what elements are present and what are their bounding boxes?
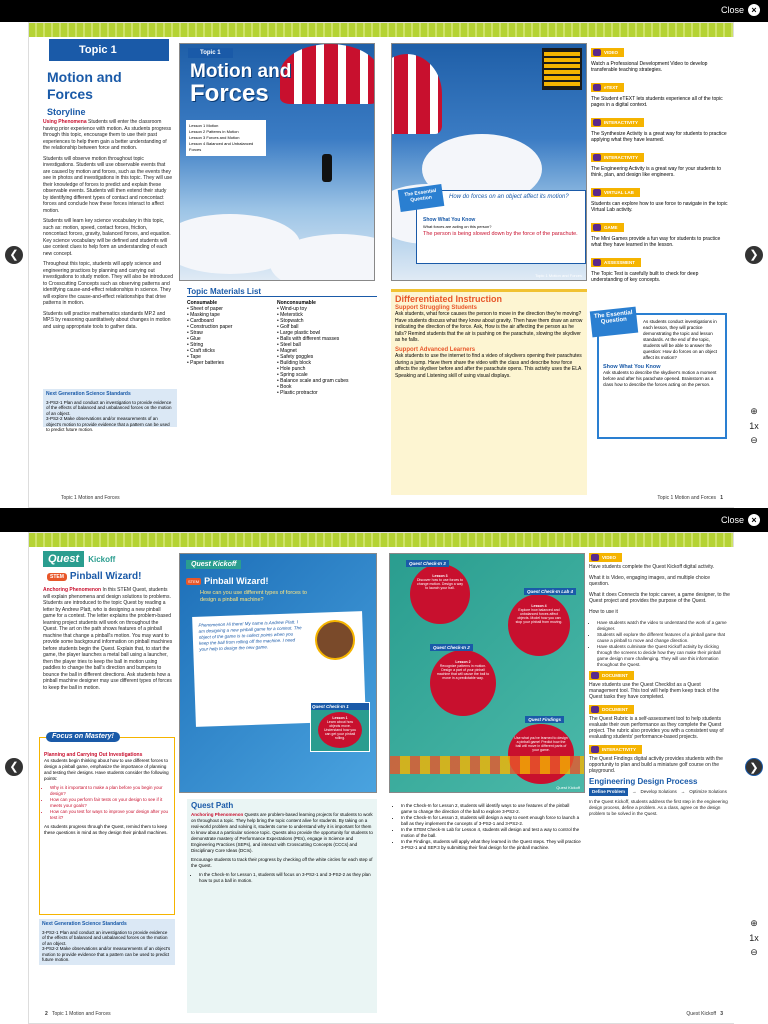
list-item: • Balance scale and gram cubes: [277, 378, 349, 384]
show-what-prompt: What forces are acting on this person?: [423, 224, 492, 229]
essential-label: The Essential Question: [398, 184, 445, 212]
resource-item[interactable]: [591, 113, 731, 143]
lesson-item: Lesson 2 Patterns in Motion: [189, 129, 239, 134]
prev-page-button[interactable]: ❮: [5, 758, 23, 776]
skydiver-image: [322, 154, 332, 182]
list-item: • Why is it important to make a plan before you begin your design?: [50, 785, 170, 797]
list-item: • Wind-up toy: [277, 306, 307, 312]
essential-label: The Essential Question: [590, 307, 638, 338]
show-what-heading: Show What You Know: [423, 217, 476, 223]
resource-text: The Quest Findings digital activity provides students with the opportunity to plan and build a miniature golf course on the playground.: [589, 756, 723, 774]
storyline-text: [43, 119, 173, 334]
resource-label-text: INTERACTIVITY: [602, 746, 637, 752]
nonconsumable-items: [277, 306, 367, 396]
list-item: • How can you test for ways to improve your design after you test it?: [50, 809, 170, 821]
storyline-p2: Students will observe motion throughout topic investigations. Students will use observable events that are caused by motion and forces, such as the events they see in photos and investigations in this topic. They will use their knowledge of forces to predict and explain these observable events. Students will then extend their study by identifying different types of contact and noncontact forces and conclude how these forces interact to affect motion.: [43, 155, 173, 214]
avatar: [314, 619, 355, 660]
resource-icon: [593, 154, 601, 161]
essential-question-box: [403, 187, 586, 264]
focus-bullets: [50, 785, 170, 821]
kickoff-label: Kickoff: [88, 554, 116, 564]
resource-text: The Mini Games provide a fun way for students to practice what they have learned in the lesson.: [591, 236, 721, 248]
viewer-toolbar: [0, 0, 768, 22]
resource-icon: [593, 259, 601, 266]
reader-viewer-top: [0, 0, 768, 508]
zoom-in-icon[interactable]: ⊕: [750, 918, 758, 928]
page-title: Motion and Forces: [47, 69, 122, 102]
lesson-text: Discover how to use forces to change motion. Design a way to launch your ball.: [417, 578, 463, 590]
ngss-box: [43, 389, 177, 432]
quest-book-page: [179, 553, 377, 793]
list-item: • Construction paper: [187, 324, 233, 330]
list-item: • String: [187, 342, 204, 348]
resource-item[interactable]: [589, 671, 731, 700]
zoom-in-icon[interactable]: ⊕: [750, 406, 758, 416]
resource-label: [589, 705, 634, 714]
resource-label-text: VIRTUAL LAB: [604, 190, 634, 195]
list-item: • Book: [277, 384, 292, 390]
book-quest-kickoff: Quest Kickoff: [186, 560, 241, 569]
decorative-strip: [29, 533, 733, 547]
resource-text: The Quest Rubric is a self-assessment tool to help students evaluate their own performance as they complete the Quest project. The rubric also provides you with a consistent way of evaluating students' performance-based projects.: [589, 716, 724, 740]
resource-item[interactable]: [591, 183, 731, 213]
zoom-out-icon[interactable]: ⊖: [750, 947, 758, 957]
list-item: • How can you perform fair tests on your design to see if it meets your goals?: [50, 797, 170, 809]
book-topic-tab: Topic 1: [188, 48, 233, 58]
stem-badge: STEM: [188, 578, 200, 584]
list-item: • Straw: [187, 330, 203, 336]
ngss-item: 3-PS2-1 Plan and conduct an investigation to provide evidence of the effects of balanced and unbalanced forces on the motion of an object.: [42, 929, 168, 946]
list-item: • Large plastic bowl: [277, 330, 321, 336]
resource-label: [591, 188, 640, 197]
list-item: • Paper batteries: [187, 360, 225, 366]
ngss-box: [39, 919, 175, 965]
focus-heading: Focus on Mastery!: [46, 732, 120, 742]
resource-label-text: VIDEO: [604, 50, 619, 55]
qp-bullet: • In the Findings, students will apply what they learned in the Quest steps. They will practice 3-PS2-1 and SEP.3 by submitting their final design for the pinball machine.: [401, 839, 581, 851]
resource-text: The Synthesize Activity is a great way for students to practice applying what they have learned.: [591, 131, 727, 143]
book-title: [186, 576, 269, 586]
resource-icon: [593, 84, 601, 91]
book-page-image: [391, 43, 587, 281]
resource-group: [589, 671, 731, 774]
focus-subheading: Planning and Carrying Out Investigations: [44, 752, 143, 758]
arrow-icon: →: [632, 789, 637, 794]
consumable-items: [187, 306, 267, 366]
edp-text: In the Quest Kickoff, students address the first step in the engineering design process, define a problem. As a class, agree on the design problem to be solved in the Quest.: [589, 799, 728, 816]
list-item: • Cardboard: [187, 318, 214, 324]
page-footer: Topic 1 Motion and Forces: [61, 495, 120, 501]
page-footer: [45, 1011, 111, 1017]
list-item: • Plastic protractor: [277, 390, 318, 396]
qp-bullets: [199, 872, 373, 884]
lesson-circle: [508, 724, 574, 784]
lesson-text: Explore how balanced and unbalanced forces affect objects. Model how you can stop your pinball from moving.: [515, 608, 563, 624]
footer-label: Topic 1 Motion and Forces: [657, 495, 717, 501]
resource-label: [591, 223, 624, 232]
lesson-text: Use what you've learned to design a pinball game! Predict how the ball will move in different parts of your game.: [514, 736, 568, 752]
resource-text: Students can explore how to use force to navigate in the topic Virtual Lab activity.: [591, 201, 728, 213]
ngss-item: 3-PS2-2 Make observations and/or measurements of an object's motion to provide evidence that a pattern can be used to predict future motion.: [42, 946, 171, 962]
differentiated-instruction: [391, 289, 587, 495]
storyline-lead: Using Phenomena: [43, 119, 87, 125]
focus-on-mastery: [39, 733, 175, 915]
arrow-icon: →: [680, 789, 686, 794]
list-item: • Balls with different masses: [277, 336, 340, 342]
resource-item[interactable]: [589, 609, 731, 615]
resource-label-text: VIDEO: [602, 554, 617, 560]
book-footer: Quest Kickoff: [556, 785, 580, 790]
storyline-p4: Throughout this topic, students will apply science and engineering practices by planning and carrying out investigations to study motion. They will also be introduced to Crosscutting Concepts such as observing patterns and identifying cause-and-effect relationships in science. They will explore the cause-and-effect relationships that drive patterns in motion.: [43, 261, 173, 306]
stem-title: [47, 571, 141, 582]
footer-label: Quest Kickoff: [686, 1011, 717, 1017]
resource-icon: [591, 706, 599, 713]
page-left: [29, 37, 381, 507]
close-button[interactable]: [721, 4, 760, 16]
pinball-track: [390, 756, 584, 774]
anchor-body: In this STEM Quest, students will explain phenomena and design solutions to problems. Students are introduced to the topic Quest by reading a letter by Andrew Platt, who is designing a new pinball game for a contest. The letter explains the problem-based learning project students will work on throughout the Quest. The art on the path shows features of a pinball machine that change a pinball's motion. You may want to provide some background information on pinball machines before students begin the Quest. Explain that, to start the game, the player launches a metal ball using a launcher, then the player tries to keep the ball in motion using paddles to change the ball's direction and bumpers to bounce the ball in different directions. Ask students how a pinball machine designer may use different types of forces to keep the ball in motion.: [43, 587, 173, 691]
lesson-title: Lesson 1: [332, 716, 348, 720]
book-question: How can you use different types of forces to design a pinball machine?: [200, 590, 307, 603]
parachute-image: [391, 54, 442, 134]
edp-heading: Engineering Design Process: [589, 777, 698, 786]
edp-step: Optimize Solutions: [689, 789, 727, 794]
close-label: Close: [720, 5, 744, 15]
resource-icon: [591, 672, 599, 679]
lesson-item: Lesson 3 Forces and Motion: [189, 135, 240, 140]
resource-text: Watch a Professional Development Video to develop transferable teaching strategies.: [591, 61, 708, 73]
lesson-title: Lesson 3: [432, 574, 448, 578]
checkin-label: Quest Check-In 1: [311, 703, 369, 710]
zoom-controls: [746, 402, 762, 450]
materials-list: [187, 289, 377, 497]
book-title: [190, 62, 291, 106]
quest-path: [187, 799, 377, 1013]
zoom-out-icon[interactable]: ⊖: [750, 435, 758, 445]
footer-label: Topic 1 Motion and Forces: [51, 1011, 111, 1017]
resource-label-text: DOCUMENT: [602, 672, 628, 678]
di-subheading-struggling: Support Struggling Students: [395, 304, 477, 311]
ngss-heading: Next Generation Science Standards: [46, 391, 131, 397]
list-item: • Tape: [187, 354, 201, 360]
ngss-item: 3-PS2-2 Make observations and/or measurements of an object's motion to provide evidence that a pattern can be used to predict future motion.: [46, 416, 170, 432]
page-title: Pinball Wizard!: [69, 571, 142, 582]
consumable-heading: Consumable: [187, 300, 218, 306]
zoom-level: 1x: [749, 933, 759, 943]
checkin-1-card: [310, 702, 370, 752]
anchor-lead: Anchoring Phenomenon: [43, 587, 102, 593]
book-title-line1: Motion and: [190, 61, 292, 82]
nonconsumable-heading: Nonconsumable: [277, 300, 316, 306]
page-number: 3: [720, 1011, 723, 1017]
resource-label: [591, 153, 644, 162]
edp-step: Develop Solutions: [640, 789, 677, 794]
next-page-button[interactable]: ❯: [745, 758, 763, 776]
resource-icon: [593, 49, 601, 56]
qp-bullet: • In the Check-In for Lesson 3, students will design a way to exert enough force to launch a ball as they implement the concepts of 3-PS2-1 and 3-PS2-2.: [401, 815, 581, 827]
resource-icon: [591, 554, 599, 561]
resource-text: The Topic Test is carefully built to check for deep understanding of key concepts.: [591, 271, 699, 283]
resource-item[interactable]: [591, 43, 731, 73]
book-footer: Topic 1 Motion and Forces: [535, 273, 582, 278]
consumable-column: [187, 300, 267, 396]
resource-item[interactable]: [589, 553, 731, 570]
list-item: • Magnet: [277, 348, 297, 354]
nonconsumable-column: [277, 300, 367, 396]
resource-group: [589, 553, 731, 615]
book-cover-image: [179, 43, 375, 281]
page-right: [383, 37, 735, 507]
close-label: Close: [720, 515, 744, 525]
qp-text: Quests are problem-based learning projects for students to work on throughout a topic. They help bring the topic content alive for students. By taking on a real-world problem and solving it, students come to understand why it is important for them to know about a particular science topic. Quests also provide the opportunity for students to demonstrate mastery of Performance Expectations (PEs), engage in Science and Engineering Practices (SEPs), and interact with Crosscutting Concepts (CCCs) and Disciplinary Core Ideas (DCIs).: [191, 812, 373, 853]
stem-badge: STEM: [47, 573, 67, 581]
lesson-circle: [410, 564, 470, 624]
page-number: 2: [45, 1011, 48, 1017]
digital-resources: [589, 553, 731, 1013]
checkin-label: Quest Check-In 3: [406, 560, 449, 567]
edp-step: Define Problem: [589, 788, 628, 796]
viewer-toolbar: [0, 510, 768, 532]
resource-item[interactable]: [591, 148, 731, 178]
next-page-button[interactable]: ❯: [745, 246, 763, 264]
storyline-p3: Students will learn key science vocabulary in this topic, such as: motion, speed, contact forces, friction, noncontact forces, gravity, balanced forces, and equation. Key science vocabulary will be defined and students will use context clues to help form an understanding of each new concept.: [43, 218, 171, 257]
zoom-controls: [746, 914, 762, 962]
eq-show-heading: Show What You Know: [603, 364, 661, 370]
eq-text: As students conduct investigations in each lesson, they will practice demonstrating the topic and lesson standards. At the end of the topic, students will be able to answer the question: How do forces on an object affect its motion?: [643, 319, 718, 360]
qp-text: Encourage students to track their progress by checking off the white circles for each step of the Quest.: [191, 857, 373, 868]
checkin-label: Quest Check-In 2: [430, 644, 473, 651]
checkin-label: Quest Findings: [525, 716, 564, 723]
reader-viewer-bottom: [0, 510, 768, 1024]
resource-label: [591, 83, 624, 92]
quest-kickoff-banner: [43, 551, 115, 567]
lesson-circle: [430, 650, 496, 716]
resource-item[interactable]: [589, 592, 731, 604]
essential-question-note: [593, 310, 727, 439]
materials-heading: Topic Materials List: [187, 289, 377, 297]
resource-item[interactable]: [589, 575, 731, 587]
book-title-line2: Forces: [190, 80, 269, 107]
storyline-p1: Students will enter the classroom having prior experience with motion. As students progress through this topic, encourage them to use their past experiences to help them gain a better understanding of the relationship between force and motion.: [43, 119, 172, 151]
list-item: • Have students watch the video to understand the work of a game designer.: [597, 620, 731, 632]
book-menu: [542, 48, 582, 90]
lesson-title: Lesson 4: [531, 604, 547, 608]
close-icon: ×: [748, 4, 760, 16]
resource-icon: [593, 119, 601, 126]
list-item: • Glue: [187, 336, 201, 342]
list-item: • Students will explore the different features of a pinball game that cause a pinball to move and change direction.: [597, 632, 731, 644]
book-title-text: Pinball Wizard!: [204, 576, 269, 586]
how-to-use-list: [597, 620, 731, 668]
parachute-image: [280, 44, 375, 104]
resource-text: What it is Video, engaging images, and multiple choice question.: [589, 575, 711, 587]
resource-text: How to use it: [589, 609, 618, 615]
quest-path-art: [389, 553, 585, 793]
essential-question: How do forces on an object affect its motion?: [449, 194, 569, 200]
list-item: • Steel ball: [277, 342, 301, 348]
edp-steps: [589, 788, 731, 796]
qp-bullet: • In the Check-In for Lesson 1, students will focus on 3-PS2-1 and 3-PS2-2 as they plan how to put a ball in motion.: [199, 872, 373, 884]
page-footer: [657, 495, 723, 501]
lesson-item: Lesson 1 Motion: [189, 123, 219, 128]
lesson-text: Learn about how objects move. Understand how you can get your pinball rolling.: [323, 720, 357, 740]
page-footer: [686, 1011, 723, 1017]
resource-label: [591, 48, 624, 57]
quest-path-heading: Quest Path: [191, 801, 234, 810]
list-item: • Masking tape: [187, 312, 220, 318]
resource-text: Have students complete the Quest Kickoff digital activity.: [589, 564, 715, 570]
checkin-label: Quest Check-In Lab 4: [524, 588, 576, 595]
di-text: Ask students, what force causes the person to move in the direction they're moving? Have students discuss what they know about gravity. Then have them draw an arrow indicating the direction of the force. Ask, How is the air affecting the person as he falls? Remind students that the air is pushing on the parachute, slowing the skydiver as he falls.: [395, 311, 583, 343]
focus-text: As students begin thinking about how to use different forces to design a pinball game, emphasize the importance of planning and testing their designs. Have students consider the following points:: [44, 758, 169, 781]
anchor-text: [43, 587, 173, 695]
page-right: [383, 547, 735, 1023]
resource-label: [589, 671, 634, 680]
list-item: • Golf ball: [277, 324, 299, 330]
qp-bullet: • In the STEM Check-In Lab for Lesson 4, students will design and test a way to control the motion of the ball.: [401, 827, 581, 839]
resource-text: The Student eTEXT lets students experience all of the topic pages in a digital context.: [591, 96, 723, 108]
lesson-title: Lesson 2: [455, 660, 471, 664]
ngss-heading: Next Generation Science Standards: [42, 921, 127, 927]
lesson-circle: [508, 594, 570, 656]
resource-icon: [593, 224, 601, 231]
zoom-level: 1x: [749, 421, 759, 431]
quest-label: Quest: [43, 551, 84, 567]
page-spread-2: [28, 532, 734, 1024]
resource-item[interactable]: [591, 253, 731, 283]
resource-label-text: DOCUMENT: [602, 706, 628, 712]
list-item: • Hole punch: [277, 366, 306, 372]
page-number: 1: [720, 495, 723, 501]
di-subheading-advanced: Support Advanced Learners: [395, 346, 476, 353]
lesson-text: Recognize patterns in motion. Design a part of your pinball machine that will cause the ball to move in a predictable way.: [436, 664, 490, 680]
di-heading: Differentiated Instruction: [395, 294, 503, 304]
decorative-strip: [29, 23, 733, 37]
close-button[interactable]: [721, 514, 760, 526]
qp-bullet: • In the Check-In for Lesson 2, students will identify ways to use features of the pinball game to change the direction of the ball to explore 3-PS2-2.: [401, 803, 581, 815]
list-item: • Sheet of paper: [187, 306, 223, 312]
list-item: • Craft sticks: [187, 348, 215, 354]
storyline-p5: Students will practice mathematics standards MP.2 and MP.5 by reasoning quantitatively about changes in motion and using appropriate tools to gather data.: [43, 310, 171, 330]
book-lessons-list: [186, 120, 266, 156]
storyline-heading: Storyline: [47, 107, 86, 117]
list-item: • Meterstick: [277, 312, 303, 318]
qp-lead: Anchoring Phenomenon: [191, 812, 244, 817]
resource-label-text: ASSESSMENT: [604, 260, 636, 265]
list-item: • Safety goggles: [277, 354, 314, 360]
resource-label-text: INTERACTIVITY: [604, 120, 639, 125]
list-item: • Spring scale: [277, 372, 308, 378]
resource-item[interactable]: [589, 705, 731, 740]
focus-end: As students progress through the Quest, remind them to keep these questions in mind as they design their pinball machines.: [44, 824, 168, 835]
page-spread-1: [28, 22, 734, 508]
resource-item[interactable]: [591, 218, 731, 248]
ngss-item: 3-PS2-1 Plan and conduct an investigation to provide evidence of the effects of balanced and unbalanced forces on the motion of an object.: [46, 399, 172, 416]
lesson-item: Lesson 4 Balanced and Unbalanced Forces: [189, 141, 254, 152]
eq-show-text: Ask students to describe the skydiver's motion a moment before and after his parachute opened. Brainstorm as a class how to describe the forces acting on the person.: [603, 370, 717, 387]
list-item: • Have students culminate the Quest Kickoff activity by clicking through the screens to decide how they can make their pinball game design more challenging. They will use this information throughout the Quest.: [597, 644, 731, 668]
resource-item[interactable]: [591, 78, 731, 108]
resource-text: Have students use the Quest Checklist as a Quest management tool. This tool will help them keep track of the Quest tasks they have completed.: [589, 682, 720, 700]
resource-label-text: GAME: [604, 225, 618, 230]
resource-label: [591, 118, 644, 127]
letter-text: Phenomenon Hi there! My name is Andrew Platt. I am designing a new pinball game for a contest. The object of the game is to collect points when you keep the ball from rolling off the machine. I need your help to design the new game.: [198, 619, 302, 652]
prev-page-button[interactable]: ❮: [5, 246, 23, 264]
resource-label-text: INTERACTIVITY: [604, 155, 639, 160]
resource-text: The Engineering Activity is a great way for your students to think, plan, and design like engineers.: [591, 166, 722, 178]
list-item: • Stopwatch: [277, 318, 304, 324]
resource-label-text: eTEXT: [604, 85, 619, 90]
qp-bullets: [401, 803, 581, 851]
resource-icon: [593, 189, 601, 196]
resource-label: [591, 258, 641, 267]
resource-label: [589, 553, 622, 562]
close-icon: ×: [748, 514, 760, 526]
di-text: Ask students to use the internet to find a video of skydivers opening their parachutes during a jump. Have them share the video with the class and describe how force affects the skydiver before and after the parachute opens. This activity uses the ELA Speaking and Listening skill of using visual displays.: [395, 353, 582, 379]
quest-path-continued: [389, 799, 585, 1013]
resource-text: What it does Connects the topic career, a game designer, to the Quest project and provides the purpose of the Quest.: [589, 592, 730, 604]
topic-tab: Topic 1: [49, 39, 169, 61]
show-what-answer: The person is being slowed down by the force of the parachute.: [423, 231, 578, 237]
digital-resources: [591, 43, 731, 283]
list-item: • Building block: [277, 360, 311, 366]
resource-label: [589, 745, 642, 754]
resource-icon: [591, 746, 599, 753]
lesson-circle: [318, 712, 362, 748]
resource-item[interactable]: [589, 745, 731, 774]
page-left: [29, 547, 381, 1023]
